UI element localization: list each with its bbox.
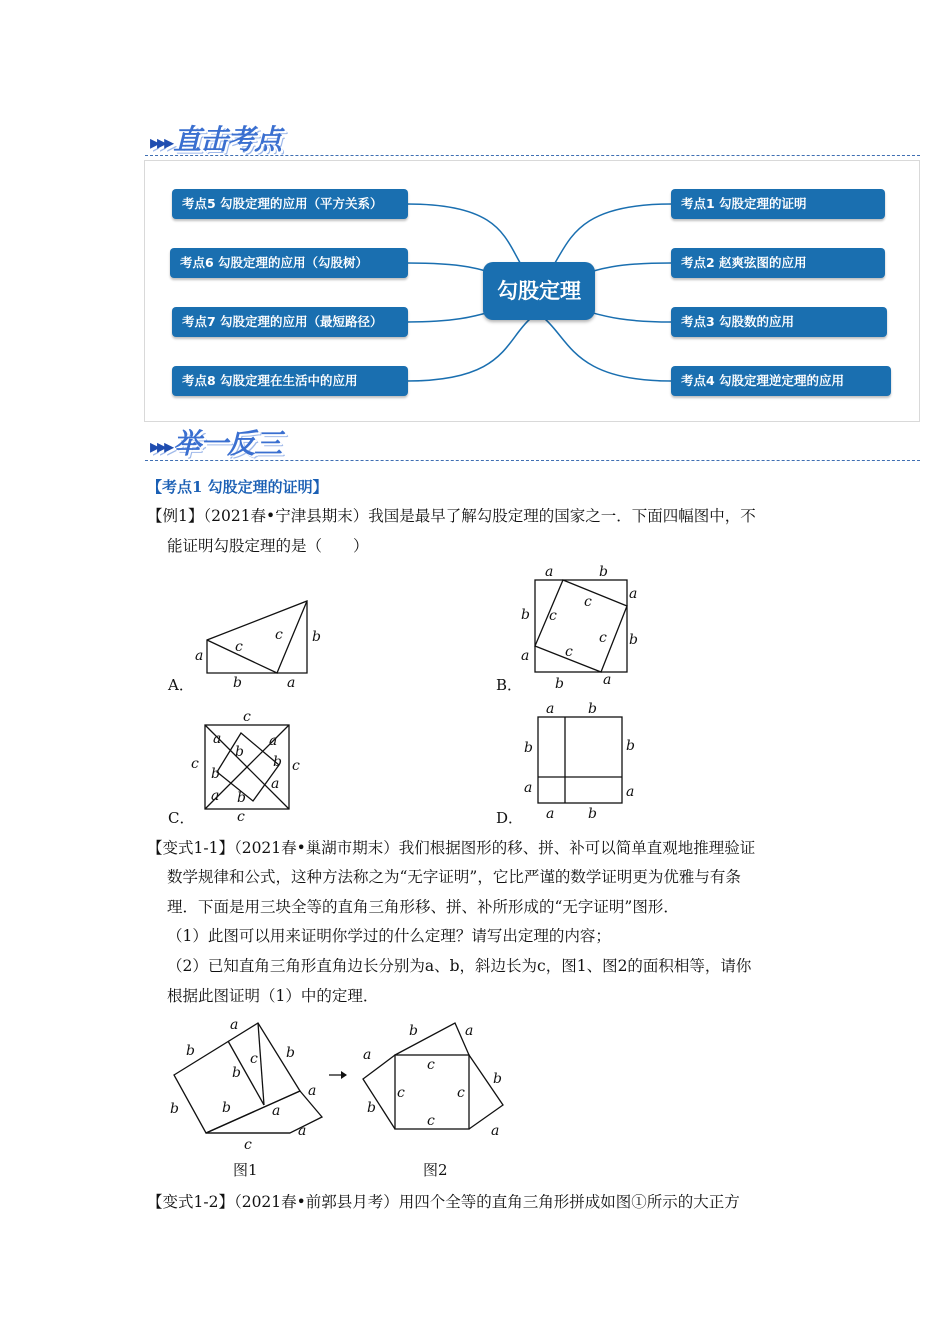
- svg-text:b: b: [312, 629, 321, 645]
- figure-2: [355, 1015, 515, 1180]
- question-2: （2）已知直角三角形直角边长分别为a、b，斜边长为c，图1、图2的面积相等，请你: [167, 957, 752, 975]
- svg-text:a: a: [491, 1123, 500, 1139]
- svg-text:a: a: [213, 731, 222, 747]
- figure-1: [160, 1015, 330, 1180]
- svg-text:a: a: [308, 1083, 317, 1099]
- divider: [145, 460, 920, 461]
- svg-text:b: b: [599, 564, 608, 580]
- svg-text:c: c: [427, 1113, 435, 1129]
- svg-text:c: c: [565, 644, 573, 660]
- topic-node-6[interactable]: 考点6 勾股定理的应用（勾股树）: [170, 248, 408, 278]
- example-text: 【例1】（2021春•宁津县期末）我国是最早了解勾股定理的国家之一．下面四幅图中，不: [147, 507, 756, 525]
- topic-node-3[interactable]: 考点3 勾股数的应用: [671, 307, 887, 337]
- svg-text:a: a: [545, 564, 554, 580]
- option-c-label[interactable]: C．: [168, 809, 195, 827]
- svg-text:b: b: [237, 790, 246, 806]
- svg-text:c: c: [235, 639, 243, 655]
- svg-text:a: a: [603, 672, 612, 688]
- question-1: （1）此图可以用来证明你学过的什么定理？请写出定理的内容；: [167, 927, 611, 945]
- figure-option-c: [185, 708, 315, 828]
- variant-text: 理．下面是用三块全等的直角三角形移、拼、补所形成的“无字证明”图形．: [167, 898, 679, 916]
- svg-text:a: a: [363, 1047, 372, 1063]
- svg-text:a: a: [195, 648, 204, 664]
- svg-text:a: a: [546, 806, 555, 822]
- topic-node-7[interactable]: 考点7 勾股定理的应用（最短路径）: [172, 307, 408, 337]
- svg-text:b: b: [286, 1045, 295, 1061]
- svg-text:c: c: [584, 594, 592, 610]
- svg-text:b: b: [170, 1101, 179, 1117]
- svg-text:b: b: [521, 607, 530, 623]
- option-d-label[interactable]: D．: [496, 809, 524, 827]
- svg-text:b: b: [232, 1065, 241, 1081]
- svg-text:a: a: [271, 776, 280, 792]
- svg-text:b: b: [409, 1023, 418, 1039]
- svg-text:b: b: [233, 675, 242, 690]
- svg-text:b: b: [211, 766, 220, 782]
- svg-text:b: b: [273, 754, 282, 770]
- svg-text:c: c: [457, 1085, 465, 1101]
- topic-node-1[interactable]: 考点1 勾股定理的证明: [671, 189, 885, 219]
- topic-node-8[interactable]: 考点8 勾股定理在生活中的应用: [172, 366, 408, 396]
- mind-map: [144, 160, 920, 422]
- figure-option-d: [518, 700, 648, 825]
- svg-text:b: b: [222, 1100, 231, 1116]
- section-banner-key-points: ▸▸▸直击考点: [150, 123, 282, 156]
- svg-text:a: a: [521, 648, 530, 664]
- svg-text:b: b: [186, 1043, 195, 1059]
- svg-text:c: c: [244, 1137, 252, 1153]
- variant-text: 【变式1-2】（2021春•前郭县月考）用四个全等的直角三角形拼成如图①所示的大正方: [147, 1193, 740, 1211]
- question-2-cont: 根据此图证明（1）中的定理．: [167, 987, 379, 1005]
- option-b-label[interactable]: B．: [496, 676, 523, 694]
- svg-text:c: c: [243, 709, 251, 725]
- svg-text:c: c: [599, 630, 607, 646]
- svg-text:c: c: [292, 758, 300, 774]
- svg-text:b: b: [626, 738, 635, 754]
- svg-text:a: a: [269, 733, 278, 749]
- svg-text:图1: 图1: [233, 1161, 258, 1179]
- svg-text:c: c: [549, 608, 557, 624]
- svg-text:c: c: [191, 756, 199, 772]
- svg-text:a: a: [287, 675, 296, 690]
- svg-text:c: c: [275, 627, 283, 643]
- topic-node-2[interactable]: 考点2 赵爽弦图的应用: [671, 248, 885, 278]
- arrow-icon: [328, 1068, 350, 1082]
- option-a-label[interactable]: A．: [168, 676, 194, 694]
- topic-node-5[interactable]: 考点5 勾股定理的应用（平方关系）: [172, 189, 408, 219]
- divider: [145, 155, 920, 156]
- svg-text:a: a: [629, 586, 638, 602]
- svg-text:c: c: [250, 1051, 258, 1067]
- svg-text:b: b: [588, 701, 597, 717]
- svg-text:b: b: [555, 676, 564, 690]
- svg-text:b: b: [493, 1071, 502, 1087]
- svg-text:a: a: [230, 1017, 239, 1033]
- svg-text:a: a: [272, 1103, 281, 1119]
- svg-text:a: a: [298, 1123, 307, 1139]
- section-banner-practice: ▸▸▸举一反三: [150, 427, 282, 460]
- figure-option-b: [515, 560, 650, 690]
- topic-node-4[interactable]: 考点4 勾股定理逆定理的应用: [671, 366, 891, 396]
- svg-text:b: b: [524, 740, 533, 756]
- svg-text:c: c: [427, 1057, 435, 1073]
- svg-text:c: c: [397, 1085, 405, 1101]
- svg-text:图2: 图2: [423, 1161, 448, 1179]
- svg-text:a: a: [546, 701, 555, 717]
- figure-option-a: [185, 595, 335, 690]
- svg-text:a: a: [465, 1023, 474, 1039]
- example-text: 能证明勾股定理的是（ ）: [167, 537, 369, 555]
- svg-text:a: a: [626, 784, 635, 800]
- variant-text: 数学规律和公式，这种方法称之为“无字证明”，它比严谨的数学证明更为优雅与有条: [167, 868, 741, 886]
- svg-text:c: c: [237, 809, 245, 825]
- section-heading: 【考点1 勾股定理的证明】: [147, 478, 328, 496]
- svg-text:b: b: [367, 1100, 376, 1116]
- svg-text:a: a: [211, 788, 220, 804]
- variant-text: 【变式1-1】（2021春•巢湖市期末）我们根据图形的移、拼、补可以简单直观地推理验证: [147, 839, 756, 857]
- svg-text:a: a: [524, 780, 533, 796]
- svg-text:b: b: [588, 806, 597, 822]
- svg-text:b: b: [235, 744, 244, 760]
- central-topic[interactable]: 勾股定理: [483, 262, 595, 320]
- svg-text:b: b: [629, 632, 638, 648]
